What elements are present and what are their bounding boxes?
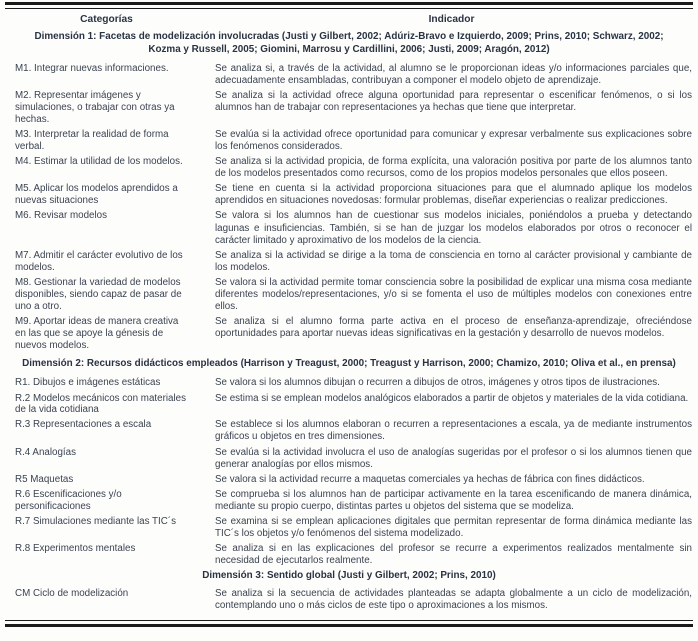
category-cell: R5 Maquetas	[15, 473, 74, 485]
table-row-r1	[4, 377, 694, 389]
category-cell: M4. Estimar la utilidad de los modelos.	[15, 156, 183, 168]
category-cell: R.4 Analogías	[15, 446, 77, 458]
table-row-m3	[4, 129, 694, 153]
category-cell: R.6 Escenificaciones y/o personificaciones	[15, 488, 122, 512]
table-row-r3	[4, 419, 694, 443]
indicator-cell: Se analiza si la actividad propicia, de forma explícita, una valoración positiva por parte de los alumnos tanto de los modelos presentados como recursos, como de los propios modelos personales que ellos poseen.	[215, 156, 692, 180]
category-cell: M2. Representar imágenes y simulaciones, o trabajar con otras ya hechas.	[15, 90, 175, 125]
table-row-m7	[4, 250, 694, 274]
indicator-cell: Se establece si los alumnos elaboran o recurren a representaciones a escala, ya de mediante instrumentos gráficos u objetos en tres dimensiones.	[215, 419, 692, 443]
category-cell: R.7 Simulaciones mediante las TIC´s	[15, 516, 176, 527]
dimension-3-heading: Dimensión 3: Sentido global (Justi y Gilbert, 2002; Prins, 2010)	[202, 570, 496, 582]
table-row-r5	[4, 474, 694, 486]
indicator-cell: Se analiza si en las explicaciones del profesor se recurre a experimentos realizados mentalmente sin necesidad de ejecutarlos realmente.	[215, 543, 692, 567]
table-row-m5	[4, 183, 694, 207]
indicator-cell: Se valora si la actividad recurre a maquetas comerciales ya hechas de fábrica con fines didácticos.	[215, 473, 645, 485]
category-cell: M8. Gestionar la variedad de modelos disponibles, siendo capaz de pasar de uno a otro.	[15, 276, 182, 312]
indicator-cell: Se analiza si la secuencia de actividades planteadas se adapta globalmente a un ciclo de modelización, contemplando uno o más ciclos de este tipo o aproximaciones a los mismos.	[215, 587, 692, 611]
category-cell: R1. Dibujos e imágenes estáticas	[15, 377, 161, 389]
category-cell: M6. Revisar modelos	[15, 210, 108, 222]
bottom-double-rule	[5, 620, 693, 627]
column-header-indicador: Indicador	[428, 14, 475, 25]
indicator-cell: Se examina si se emplean aplicaciones digitales que permitan representar de forma dinámica mediante las TIC´s los objetos y/o fenómenos del sistema modelizado.	[215, 516, 692, 540]
table-row-m6	[4, 210, 694, 246]
dimension-2-heading: Dimensión 2: Recursos didácticos empleados (Harrison y Treagust, 2000; Treagust y Harrison, 2000; Chamizo, 2010; Oliva et al., en prensa)	[22, 357, 676, 369]
table-row-r6	[4, 489, 694, 513]
category-cell: M1. Integrar nuevas informaciones.	[15, 63, 169, 74]
dimension-1-heading-line-1: Dimensión 1: Facetas de modelización involucradas (Justi y Gilbert, 2002; Adúriz-Bravo e Izquierdo, 2009; Prins, 2010; Schwarz, 2002;	[34, 31, 664, 42]
category-cell: M5. Aplicar los modelos aprendidos a nuevas situaciones	[15, 183, 178, 207]
table-row-r2	[4, 393, 694, 417]
category-cell: M3. Interpretar la realidad de forma verbal.	[15, 128, 169, 152]
indicator-cell: Se evalúa si la actividad involucra el uso de analogías sugeridas por el profesor o si los alumnos tienen que generar analogías por ellos mismos.	[215, 446, 692, 470]
table-row-m1	[4, 63, 694, 87]
top-double-rule	[5, 2, 693, 9]
indicator-cell: Se evalúa si la actividad ofrece oportunidad para comunicar y expresar verbalmente sus explicaciones sobre los fenómenos considerados.	[215, 128, 692, 152]
indicator-cell: Se estima si se emplean modelos analógicos elaborados a partir de objetos y materiales de la vida cotidiana.	[215, 392, 689, 404]
category-cell: R.2 Modelos mecánicos con materiales de la vida cotidiana	[15, 392, 186, 416]
table-row-r8	[4, 543, 694, 567]
indicator-cell: Se valora si los alumnos dibujan o recurren a dibujos de otros, imágenes y otros tipos de ilustraciones.	[215, 377, 660, 389]
category-cell: R.8 Experimentos mentales	[15, 543, 136, 555]
dimension-1-heading-line-2: Kozma y Russell, 2005; Giomini, Marrosu y Cardillini, 2006; Justi, 2009; Aragón, 2012)	[148, 43, 550, 55]
indicator-cell: Se tiene en cuenta si la actividad proporciona situaciones para que el alumnado aplique los modelos aprendidos en situaciones novedosas: formular problemas, diseñar experiencias o realizar predicciones.	[215, 183, 692, 207]
indicator-cell: Se analiza si el alumno forma parte activa en el proceso de enseñanza-aprendizaje, ofreciéndose oportunidades para aportar nuevas ideas significativas en la gestación y desarrollo de nuevos modelos.	[215, 316, 692, 340]
indicator-cell: Se analiza si la actividad se dirige a la toma de consciencia en torno al carácter provisional y cambiante de los modelos.	[215, 249, 692, 273]
table-row-r4	[4, 447, 694, 471]
category-cell: M9. Aportar ideas de manera creativa en las que se apoye la génesis de nuevos modelos.	[15, 316, 179, 352]
category-cell: M7. Admitir el carácter evolutivo de los modelos.	[15, 249, 183, 273]
table-row-m2	[4, 90, 694, 126]
indicator-cell: Se analiza si, a través de la actividad, al alumno se le proporcionan ideas y/o informaciones parciales que, adecuadamente ensambladas, contribuyan a componer el modelo objeto de aprendizaje.	[215, 63, 692, 87]
table-row-r7	[4, 516, 694, 540]
indicator-cell: Se valora si los alumnos han de cuestionar sus modelos iniciales, poniéndolos a prueba y detectando lagunas e insuficiencias. También, si se han de juzgar los modelos elaborados por otros o reconocer el carácter limitado y aproximativo de los modelos de la ciencia.	[215, 210, 692, 246]
dimension-1-heading	[14, 31, 684, 56]
table-header-row	[4, 9, 694, 29]
table-row-m9	[4, 316, 694, 352]
table-row-m8	[4, 277, 694, 313]
category-cell: R.3 Representaciones a escala	[15, 419, 152, 431]
indicator-cell: Se analiza si la actividad ofrece alguna oportunidad para representar o escenificar fenómenos, o si los alumnos han de trabajar con representaciones ya hechas que tiene que interpretar.	[215, 90, 692, 114]
table-row-m4	[4, 156, 694, 180]
indicator-cell: Se valora si la actividad permite tomar consciencia sobre la posibilidad de explicar una misma cosa mediante diferentes modelos/representaciones, y/o si se fomenta el uso de múltiples modelos con conexiones entre ellos.	[215, 276, 692, 313]
indicator-cell: Se comprueba si los alumnos han de participar activamente en la tarea escenificando de manera dinámica, mediante su propio cuerpo, distintas partes u objetos del sistema que se modeliza.	[215, 488, 692, 512]
category-cell: CM Ciclo de modelización	[15, 587, 129, 599]
table-row-cm	[4, 588, 694, 612]
column-header-categorias: Categorías	[80, 14, 133, 25]
